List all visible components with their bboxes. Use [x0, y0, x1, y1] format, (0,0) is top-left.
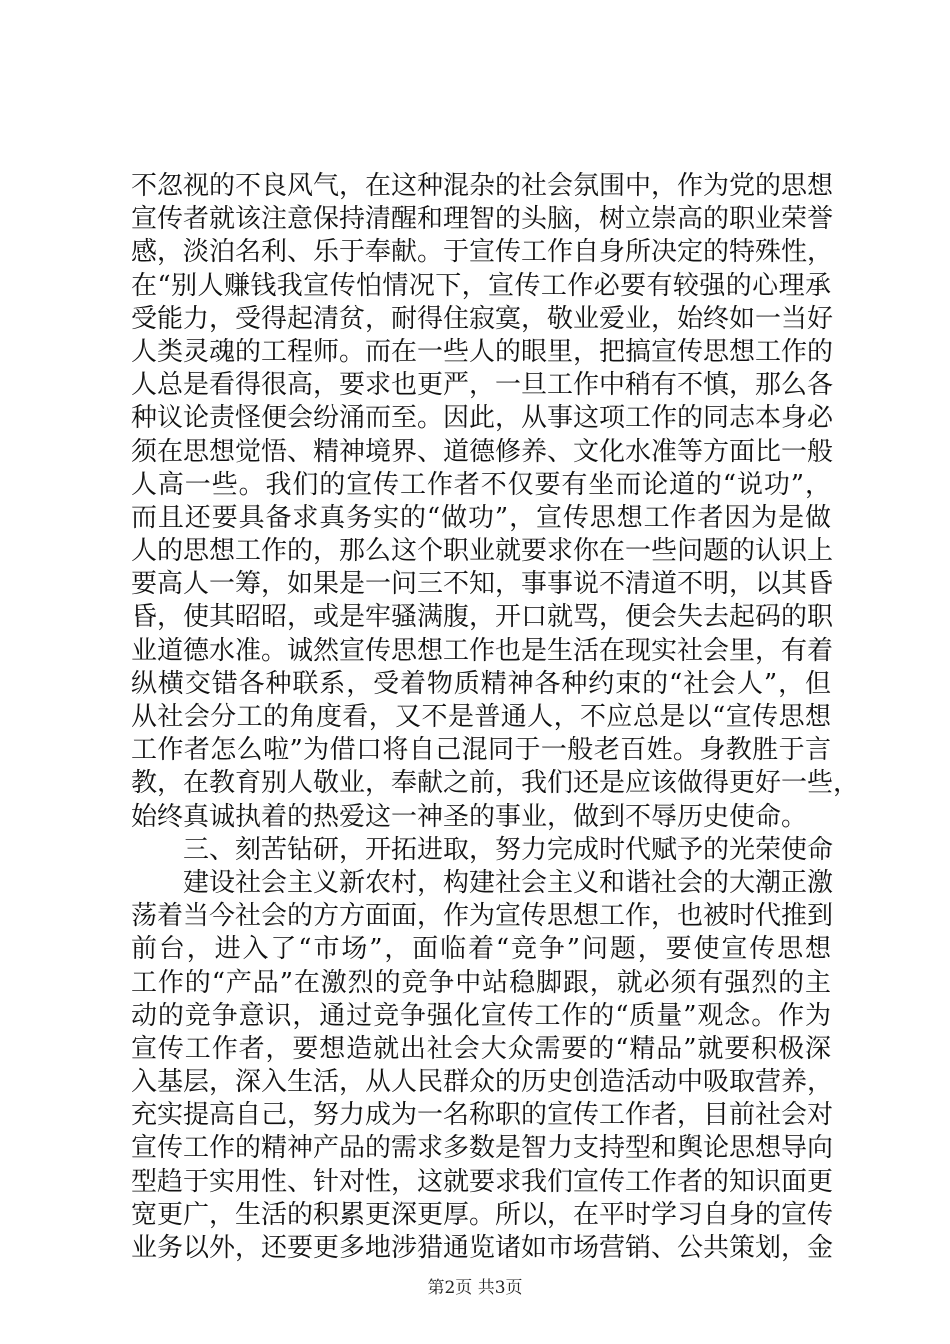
text-line: 宣传工作的精神产品的需求多数是智力支持型和舆论思想导向: [131, 1133, 834, 1164]
text-line: 工作的“产品”在激烈的竞争中站稳脚跟，就必须有强烈的主: [131, 967, 831, 998]
text-line: 人高一些。我们的宣传工作者不仅要有坐而论道的“说功”，: [131, 469, 831, 500]
text-line: 教，在教育别人敬业，奉献之前，我们还是应该做得更好一些，: [131, 768, 860, 799]
text-line: 业务以外，还要更多地涉猎通览诸如市场营销、公共策划，金: [131, 1233, 834, 1263]
text-line: 业道德水准。诚然宣传思想工作也是生活在现实社会里，有着: [131, 635, 834, 666]
text-line: 不忽视的不良风气，在这种混杂的社会氛围中，作为党的思想: [131, 171, 834, 201]
text-line: 宣传工作者，要想造就出社会大众需要的“精品”就要积极深: [131, 1033, 831, 1064]
text-line: 前台，进入了“市场”，面临着“竞争”问题，要使宣传思想: [131, 934, 831, 965]
text-line: 昏，使其昭昭，或是牢骚满腹，开口就骂，便会失去起码的职: [131, 602, 834, 633]
text-line: 从社会分工的角度看，又不是普通人，不应总是以“宣传思想: [131, 702, 831, 732]
text-line: 须在思想觉悟、精神境界、道德修养、文化水准等方面比一般: [131, 436, 834, 467]
paragraph: [131, 170, 860, 834]
text-line: 而且还要具备求真务实的“做功”，宣传思想工作者因为是做: [131, 502, 831, 533]
paragraph: [131, 867, 834, 1265]
text-line: 型趋于实用性、针对性，这就要求我们宣传工作者的知识面更: [131, 1166, 834, 1197]
text-line: 感，淡泊名利、乐于奉献。于宣传工作自身所决定的特殊性，: [131, 237, 834, 268]
text-line: 入基层，深入生活，从人民群众的历史创造活动中吸取营养，: [131, 1067, 834, 1098]
page-footer: 第2页 共3页: [427, 1278, 523, 1298]
text-line: 要高人一筹，如果是一问三不知，事事说不清道不明，以其昏: [131, 569, 834, 600]
text-line: 动的竞争意识，通过竞争强化宣传工作的“质量”观念。作为: [131, 1000, 831, 1031]
text-line: 荡着当今社会的方方面面，作为宣传思想工作，也被时代推到: [131, 901, 834, 932]
paragraph: [131, 834, 834, 867]
text-line: 三、刻苦钻研，开拓进取，努力完成时代赋予的光荣使命: [183, 834, 834, 865]
text-line: 工作者怎么啦”为借口将自己混同于一般老百姓。身教胜于言: [131, 735, 831, 766]
text-line: 纵横交错各种联系，受着物质精神各种约束的“社会人”，但: [131, 668, 831, 699]
text-line: 充实提高自己，努力成为一名称职的宣传工作者，目前社会对: [131, 1100, 834, 1131]
text-line: 人总是看得很高，要求也更严，一旦工作中稍有不慎，那么各: [131, 370, 834, 401]
text-line: 人的思想工作的，那么这个职业就要求你在一些问题的认识上: [131, 536, 834, 567]
text-line: 宽更广，生活的积累更深更厚。所以，在平时学习自身的宣传: [131, 1199, 834, 1230]
text-line: 宣传者就该注意保持清醒和理智的头脑，树立崇高的职业荣誉: [131, 204, 834, 235]
text-line: 种议论责怪便会纷涌而至。因此，从事这项工作的同志本身必: [131, 403, 834, 434]
text-line: 在“别人赚钱我宣传怕情况下，宣传工作必要有较强的心理承: [131, 270, 831, 301]
text-line: 人类灵魂的工程师。而在一些人的眼里，把搞宣传思想工作的: [131, 336, 834, 367]
text-line: 建设社会主义新农村，构建社会主义和谐社会的大潮正激: [183, 867, 834, 898]
document-body: [131, 170, 860, 1265]
text-line: 始终真诚执着的热爱这一神圣的事业，做到不辱历史使命。: [131, 801, 808, 832]
text-line: 受能力，受得起清贫，耐得住寂寞，敬业爱业，始终如一当好: [131, 303, 834, 334]
